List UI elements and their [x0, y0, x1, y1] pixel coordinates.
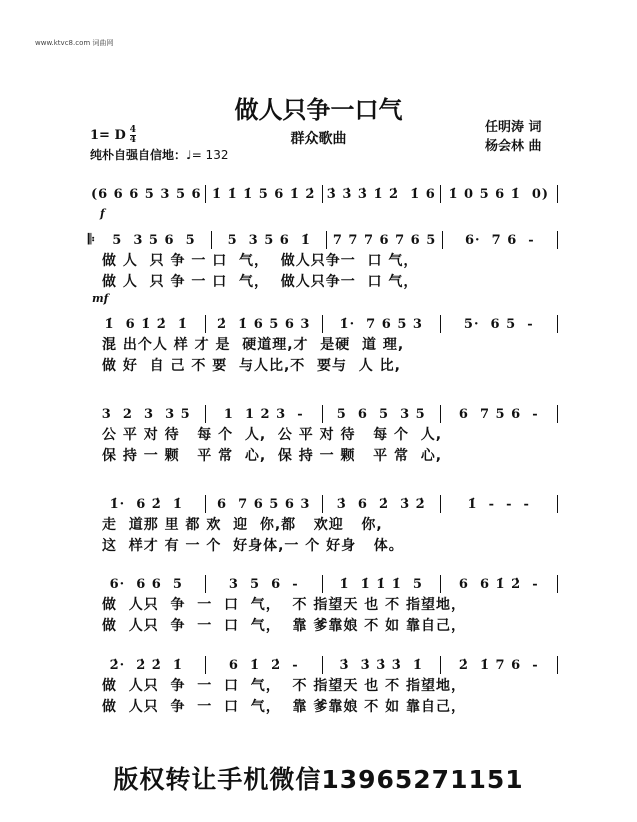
notes-row [88, 654, 558, 676]
staff-system [88, 493, 558, 557]
measure: 1̇ 1̇ 1̇ 5 6 1̇ 2̇ [212, 186, 316, 202]
tempo-marking [90, 146, 228, 163]
measure: 1̇ 0 5 6 1̇ 0) [448, 186, 550, 202]
measure: 2̇ 1̇ 7 6 - [458, 657, 539, 673]
measure: 6 7 6 5 6 3 [217, 496, 311, 512]
measure: 3̇ 3̇ 3̇ 3̇ 1̇ [339, 657, 423, 673]
measure: 7 7 7 6 7 6 5 [332, 232, 437, 248]
measure: 1̇ - - - [467, 496, 530, 512]
lyric-verse-1: 混 出个人 样 才 是 硬道理,才 是硬 道 理, [102, 337, 405, 353]
measure: 1̇· 7 6 5 3 [339, 316, 423, 332]
lyric-verse-2: 保 持 一 颗 平 常 心, 保 持 一 颗 平 常 心, [102, 448, 443, 464]
measure: 6· 6 6 5 [109, 576, 183, 592]
measure: (6 6 6 5 3 5 6 [90, 186, 202, 202]
bar-line [557, 495, 558, 513]
lyric-verse-1: 公 平 对 待 每 个 人, 公 平 对 待 每 个 人, [102, 427, 443, 443]
composer: 杨会林 曲 [485, 139, 542, 154]
repeat-start-sign: 𝄆 [88, 232, 95, 248]
dynamic-mezzo-forte: mf [92, 292, 109, 305]
measure: 6 6 1̇ 2̇ - [458, 576, 539, 592]
lyric-verse-2: 做 人只 争 一 口 气， 靠 爹靠娘 不 如 靠自己， [102, 699, 466, 715]
time-signature [130, 126, 136, 145]
lyric-verse-2: 这 样才 有 一 个 好身体,一 个 好身 体。 [102, 538, 404, 554]
measure: 1 1 2 3 - [223, 406, 304, 422]
quarter-note-icon: ♩ [186, 148, 192, 162]
measure: 5· 6 5 - [463, 316, 534, 332]
bar-line [557, 405, 558, 423]
measure: 2̇· 2̇ 2̇ 1̇ [109, 657, 183, 673]
measure: 3̇ 3̇ 3̇ 1̇ 2̇ 1̇ 6 [326, 186, 436, 202]
song-genre: 群众歌曲 [290, 131, 347, 147]
measure: 6 7 5 6 - [458, 406, 539, 422]
measure: 1̇ 1̇ 1̇ 1̇ 5 [339, 576, 423, 592]
staff-system [88, 573, 558, 637]
lyric-verse-1: 做 人只 争 一 口 气， 不 指望天 也 不 指望地， [102, 597, 466, 613]
lyric-verse-1: 做 人 只 争 一 口 气， 做人只争一 口 气， [102, 253, 419, 269]
time-top: 4 [129, 125, 137, 135]
lyric-verse-1: 走 道那 里 都 欢 迎 你,都 欢迎 你, [102, 517, 383, 533]
measure: 3 5 6 - [228, 576, 299, 592]
lyricist: 任明涛 词 [485, 120, 542, 135]
measure: 3 2 3 3 5 [101, 406, 191, 422]
watermark: www.ktvc8.com 词曲网 [35, 39, 114, 47]
bar-line [557, 575, 558, 593]
credits [485, 118, 542, 156]
bar-line [557, 656, 558, 674]
lyric-verse-1: 做 人只 争 一 口 气， 不 指望天 也 不 指望地， [102, 678, 466, 694]
key-signature [90, 126, 136, 145]
measure: 1̇ 6 1̇ 2̇ 1̇ [104, 316, 188, 332]
staff-system [88, 654, 558, 718]
measure: 1̇· 6 2̇ 1̇ [109, 496, 183, 512]
measure: 2̇ 1̇ 6 5 6 3 [217, 316, 311, 332]
notes-row [88, 403, 558, 425]
measure: 5 6 5 3 5 [336, 406, 426, 422]
bar-line [557, 185, 558, 203]
dynamic-forte: f [100, 207, 105, 220]
measure: 6· 7 6 - [465, 232, 535, 248]
bar-line [557, 315, 558, 333]
lyric-verse-2: 做 好 自 己 不 要 与人比,不 要与 人 比, [102, 358, 401, 374]
measure: 5 3 5 6 5 [112, 232, 196, 248]
notes-row [88, 313, 558, 335]
copyright-notice: 版权转让手机微信13965271151 [113, 765, 524, 794]
tempo-bpm: = 132 [191, 148, 229, 162]
lyric-verse-2: 做 人只 争 一 口 气， 靠 爹靠娘 不 如 靠自己， [102, 618, 466, 634]
notes-row [88, 573, 558, 595]
time-bottom: 4 [129, 135, 137, 145]
measure: 5 3 5 6 1̇ [227, 232, 311, 248]
staff-system [88, 403, 558, 467]
staff-system [88, 229, 558, 293]
staff-system [88, 313, 558, 377]
bar-line [557, 231, 558, 249]
measure: 3̇ 6 2̇ 3̇ 2̇ [336, 496, 426, 512]
tempo-expression: 纯朴自强自信地： [90, 148, 187, 162]
notes-row [88, 493, 558, 515]
measure: 6 1̇ 2̇ - [228, 657, 299, 673]
notes-row [88, 183, 558, 205]
notes-row [88, 229, 558, 251]
lyric-verse-2: 做 人 只 争 一 口 气， 做人只争一 口 气， [102, 274, 419, 290]
key-label: 1= D [90, 128, 126, 143]
song-title: 做人只争一口气 [234, 96, 403, 124]
staff-system [88, 183, 558, 205]
